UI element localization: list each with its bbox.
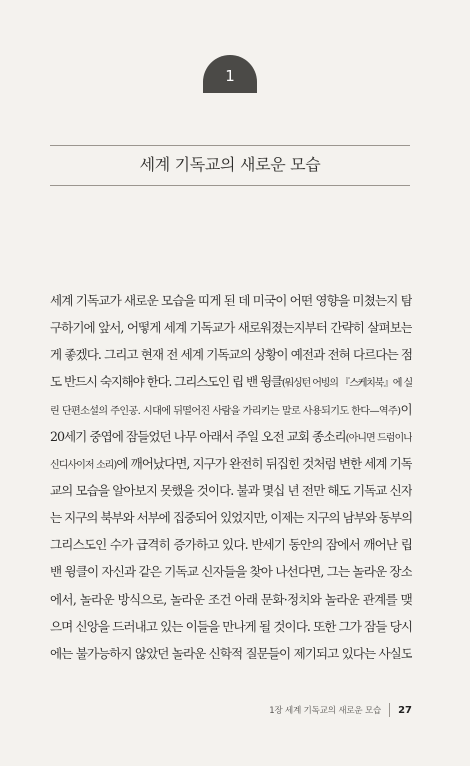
body-text-run: 으며 신앙을 드러내고 있는 이들을 만나게 될 것이다. 또한 그가 잠들 당시 [50, 618, 412, 634]
body-text-run: 에서, 놀라운 방식으로, 놀라운 조건 아래 문화·정치와 놀라운 관계를 맺 [50, 591, 412, 607]
page-footer [269, 702, 412, 718]
body-line [50, 558, 412, 585]
body-text-run: 에는 불가능하지 않았던 놀라운 신학적 질문들이 제기되고 있다는 사실도 [50, 645, 412, 661]
inline-note: (아니면 드럼이나 [345, 432, 412, 444]
body-line [50, 423, 412, 450]
body-line [50, 341, 412, 368]
body-text-run: 구하기에 앞서, 어떻게 세계 기독교가 새로워졌는지부터 간략히 살펴보는 [50, 320, 412, 336]
body-text-run: 교의 모습을 알아보지 못했을 것이다. 불과 몇십 년 전만 해도 기독교 신자 [50, 482, 412, 498]
heading-rule-bottom [50, 185, 410, 186]
body-text-run: 이 [400, 401, 412, 417]
body-line [50, 613, 412, 640]
body-text-run: 게 좋겠다. 그리고 현재 전 세계 기독교의 상황이 예전과 전혀 다르다는 점 [50, 347, 412, 363]
chapter-tab [203, 55, 257, 93]
body-text-run: 에 깨어났다면, 지구가 완전히 뒤집힌 것처럼 변한 세계 기독 [116, 455, 412, 471]
inline-note: 신디사이저 소리) [50, 459, 117, 471]
body-line [50, 586, 412, 613]
body-line [50, 531, 412, 558]
chapter-number: 1 [225, 67, 235, 85]
body-line [50, 450, 412, 477]
body-line [50, 640, 412, 667]
body-line [50, 287, 412, 314]
body-line [50, 396, 412, 423]
running-head: 1장 세계 기독교의 새로운 모습 [269, 706, 382, 716]
inline-note: 린 단편소설의 주인공. 시대에 뒤떨어진 사람을 가리키는 말로 사용되기도 한다—역주) [50, 405, 401, 417]
footer-divider [389, 703, 390, 717]
body-text-run: 밴 윙클이 자신과 같은 기독교 신자들을 찾아 나선다면, 그는 놀라운 장소 [50, 564, 412, 580]
body-text-run: 는 지구의 북부와 서부에 집중되어 있었지만, 이제는 지구의 남부와 동부의 [50, 510, 412, 526]
page-number: 27 [398, 704, 412, 716]
heading-rule-top [50, 145, 410, 146]
inline-note: (워싱턴 어빙의 『스케치북』에 실 [281, 378, 412, 390]
body-text-run: 그리스도인 수가 급격히 증가하고 있다. 반세기 동안의 잠에서 깨어난 립 [50, 537, 412, 553]
body-line [50, 314, 412, 341]
body-text-run: 세계 기독교가 새로운 모습을 띠게 된 데 미국이 어떤 영향을 미쳤는지 탐 [50, 293, 412, 308]
body-text-run: 20세기 중엽에 잠들었던 나무 아래서 주일 오전 교회 종소리 [50, 428, 346, 444]
chapter-title: 세계 기독교의 새로운 모습 [139, 155, 321, 174]
body-text-run: 도 반드시 숙지해야 한다. 그리스도인 립 밴 윙클 [50, 374, 282, 390]
body-line [50, 368, 412, 395]
body-line [50, 477, 412, 504]
body-text [50, 287, 412, 667]
body-line [50, 504, 412, 531]
